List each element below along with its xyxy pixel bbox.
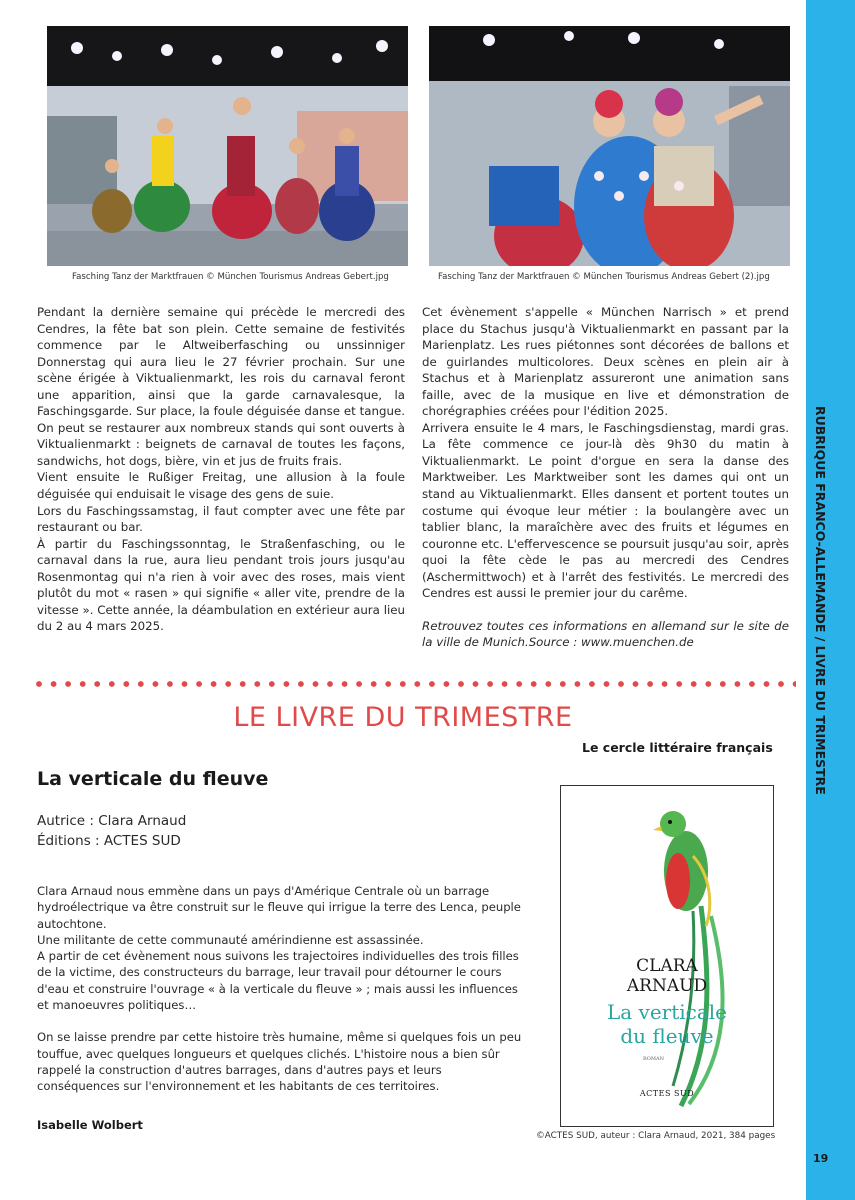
cover-title: La verticale du fleuve [606, 1000, 728, 1048]
separator-dot [429, 681, 435, 687]
separator-dot [720, 681, 726, 687]
separator-dot [516, 681, 522, 687]
book-title: La verticale du fleuve [37, 768, 269, 790]
article-paragraph: Vient ensuite le Rußiger Freitag, une allusion à la foule déguisée qui enduisait le visage des gens de suie. [37, 470, 405, 502]
separator-dot [575, 681, 581, 687]
section-heading: LE LIVRE DU TRIMESTRE [233, 702, 573, 733]
separator-dot [560, 681, 566, 687]
separator-dot [691, 681, 697, 687]
separator-dot [51, 681, 57, 687]
separator-dot [385, 681, 391, 687]
book-meta [37, 811, 186, 851]
carnival-photo-1 [47, 26, 408, 266]
dotted-separator [36, 680, 796, 688]
article-right-column [422, 304, 789, 651]
separator-dot [36, 681, 42, 687]
separator-dot [749, 681, 755, 687]
separator-dot [313, 681, 319, 687]
separator-dot [65, 681, 71, 687]
separator-dot [545, 681, 551, 687]
cover-genre: ROMAN [643, 1056, 664, 1062]
cover-publisher: ACTES SUD [639, 1089, 695, 1098]
separator-dot [269, 681, 275, 687]
review-paragraph: A partir de cet évènement nous suivons les trajectoires individuelles des trois filles de la victime, des constructeurs du barrage, leur travail pour détourner le cours d'eau et construire l'ouvrage « à la verticale du fleuve » ; mais aussi les influences et manoeuvres politiques… [37, 949, 519, 1013]
separator-dot [735, 681, 741, 687]
separator-dot [327, 681, 333, 687]
separator-dot [109, 681, 115, 687]
separator-dot [764, 681, 770, 687]
separator-dot [487, 681, 493, 687]
separator-dot [400, 681, 406, 687]
separator-dot [531, 681, 537, 687]
separator-dot [298, 681, 304, 687]
article-paragraph: Pendant la dernière semaine qui précède le mercredi des Cendres, la fête bat son plein. Cette semaine de festivités commence par le Altweiberfasching ou unssinniger Donnerstag qui aura lieu le 27 février prochain. Sur une scène érigée à Viktualienmarkt, les rois du carnaval feront une apparition, ainsi que la garde carnavalesque, la Faschingsgarde. Sur place, la foule déguisée danse et tangue. On peut se restaurer aux nombreux stands qui sont ouverts à Viktualienmarkt : beignets de carnaval de toutes les façons, sandwichs, hot dogs, bière, vin et jus de fruits frais. [37, 305, 405, 468]
book-review [37, 883, 523, 1095]
separator-dot [240, 681, 246, 687]
separator-dot [618, 681, 624, 687]
publisher-line: Éditions : ACTES SUD [37, 833, 181, 849]
separator-dot [225, 681, 231, 687]
separator-dot [138, 681, 144, 687]
photo-1-caption: Fasching Tanz der Marktfrauen © München Tourismus Andreas Gebert.jpg [72, 272, 389, 282]
separator-dot [356, 681, 362, 687]
section-vertical-label: RUBRIQUE FRANCO-ALLEMANDE / LIVRE DU TRIMESTRE [813, 406, 828, 795]
page-number: 19 [813, 1152, 829, 1165]
separator-dot [254, 681, 260, 687]
separator-dot [167, 681, 173, 687]
separator-dot [342, 681, 348, 687]
article-paragraph: Arrivera ensuite le 4 mars, le Faschingsdienstag, mardi gras. La fête commence ce jour-là dès 9h30 du matin à Viktualienmarkt. Le point d'orgue en sera la danse des Marktweiber. Les Marktweiber sont les dames qui ont un stand au Viktualienmarkt. Elles dansent et portent toutes un costume qui évoque leur métier : la boulangère avec un tablier blanc, la maraîchère avec des fruits et légumes en couronne etc. L'effervescence se poursuit jusqu'au soir, après quoi la fête cède le pas au mercredi des Cendres (Aschermittwoch) et à l'arrêt des festivités. Le mercredi des Cendres est aussi le premier jour du carême. [422, 420, 789, 601]
separator-dot [414, 681, 420, 687]
article-left-column [37, 304, 405, 635]
separator-dot [589, 681, 595, 687]
separator-dot [473, 681, 479, 687]
source-note: Retrouvez toutes ces informations en allemand sur le site de la ville de Munich.Source : www.muenchen.de [422, 618, 789, 650]
organization-name: Le cercle littéraire français [582, 740, 773, 755]
cover-caption: ©ACTES SUD, auteur : Clara Arnaud, 2021, 384 pages [536, 1131, 776, 1141]
separator-dot [633, 681, 639, 687]
separator-dot [196, 681, 202, 687]
separator-dot [444, 681, 450, 687]
separator-dot [182, 681, 188, 687]
review-paragraph: On se laisse prendre par cette histoire très humaine, même si quelques fois un peu touffue, avec quelques longueurs et quelques clichés. L'histoire nous a bien sûr rappelé la construction d'autres barrages, dans d'autres pays et leurs conséquences sur l'environnement et les habitants de ces territoires. [37, 1030, 522, 1094]
separator-dot [284, 681, 290, 687]
separator-dot [211, 681, 217, 687]
separator-dot [662, 681, 668, 687]
separator-dot [371, 681, 377, 687]
photo-2-caption: Fasching Tanz der Marktfrauen © München Tourismus Andreas Gebert (2).jpg [438, 272, 770, 282]
separator-dot [502, 681, 508, 687]
review-paragraph: Une militante de cette communauté amérindienne est assassinée. [37, 932, 424, 947]
separator-dot [458, 681, 464, 687]
review-signature: Isabelle Wolbert [37, 1118, 143, 1132]
separator-dot [705, 681, 711, 687]
separator-dot [94, 681, 100, 687]
separator-dot [676, 681, 682, 687]
separator-dot [793, 681, 796, 687]
separator-dot [604, 681, 610, 687]
separator-dot [778, 681, 784, 687]
cover-author: CLARA ARNAUD [626, 956, 708, 996]
book-cover [560, 785, 774, 1127]
review-paragraph: Clara Arnaud nous emmène dans un pays d'Amérique Centrale où un barrage hydroélectrique va être construit sur le fleuve qui irrigue la terre des Lenca, peuple autochtone. [37, 884, 521, 931]
article-paragraph: Cet évènement s'appelle « München Narrisch » et prend place du Stachus jusqu'à Viktualienmarkt en passant par la Marienplatz. Les rues piétonnes sont décorées de ballons et de guirlandes multicolores. Deux scènes en plein air à Stachus et à Marienplatz assureront une animation sans faille, avec de la musique en live et démonstration de chorégraphies créées pour l'édition 2025. [422, 305, 789, 419]
separator-dot [80, 681, 86, 687]
separator-dot [123, 681, 129, 687]
article-paragraph: Lors du Faschingssamstag, il faut compter avec une fête par restaurant ou bar. [37, 503, 405, 535]
carnival-photo-2 [429, 26, 790, 266]
author-line: Autrice : Clara Arnaud [37, 813, 187, 829]
separator-dot [153, 681, 159, 687]
separator-dot [647, 681, 653, 687]
article-paragraph: À partir du Faschingssonntag, le Straßenfasching, ou le carnaval dans la rue, aura lieu pendant trois jours jusqu'au Rosenmontag qui n'a rien à voir avec des roses, mais vient plutôt du mot « rasen » qui signifie « aller vite, prendre de la vitesse ». Cette année, la déambulation en extérieur aura lieu du 2 au 4 mars 2025. [37, 536, 405, 634]
